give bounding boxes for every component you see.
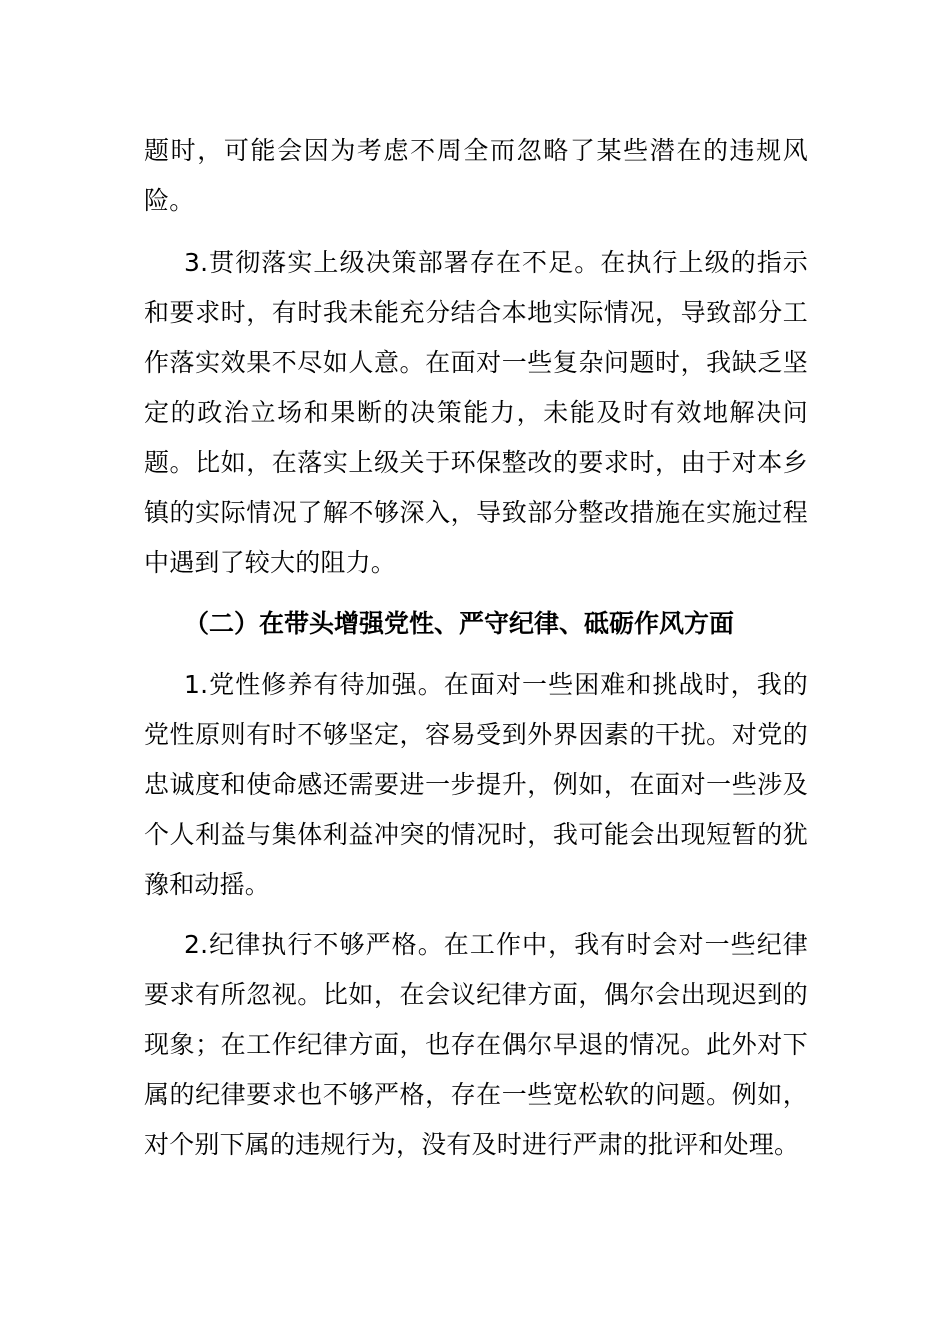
paragraph-item-3: 3.贯彻落实上级决策部署存在不足。在执行上级的指示和要求时，有时我未能充分结合本地实际情况，导致部分工作落实效果不尽如人意。在面对一些复杂问题时，我缺乏坚定的政治立场和果断的决策能力，未能及时有效地解决问题。比如，在落实上级关于环保整改的要求时，由于对本乡镇的实际情况了解不够深入，导致部分整改措施在实施过程中遇到了较大的阻力。 [144,248,808,577]
section-heading-2: （二）在带头增强党性、严守纪律、砥砺作风方面 [184,609,735,638]
paragraph-item-1: 1.党性修养有待加强。在面对一些困难和挑战时，我的党性原则有时不够坚定，容易受到外界因素的干扰。对党的忠诚度和使命感还需要进一步提升，例如，在面对一些涉及个人利益与集体利益冲突的情况时，我可能会出现短暂的犹豫和动摇。 [144,670,808,899]
paragraph-continuation: 题时，可能会因为考虑不周全而忽略了某些潜在的违规风险。 [144,136,808,215]
paragraph-item-2: 2.纪律执行不够严格。在工作中，我有时会对一些纪律要求有所忽视。比如，在会议纪律方面，偶尔会出现迟到的现象；在工作纪律方面，也存在偶尔早退的情况。此外对下属的纪律要求也不够严格，存在一些宽松软的问题。例如，对个别下属的违规行为，没有及时进行严肃的批评和处理。 [144,930,808,1159]
